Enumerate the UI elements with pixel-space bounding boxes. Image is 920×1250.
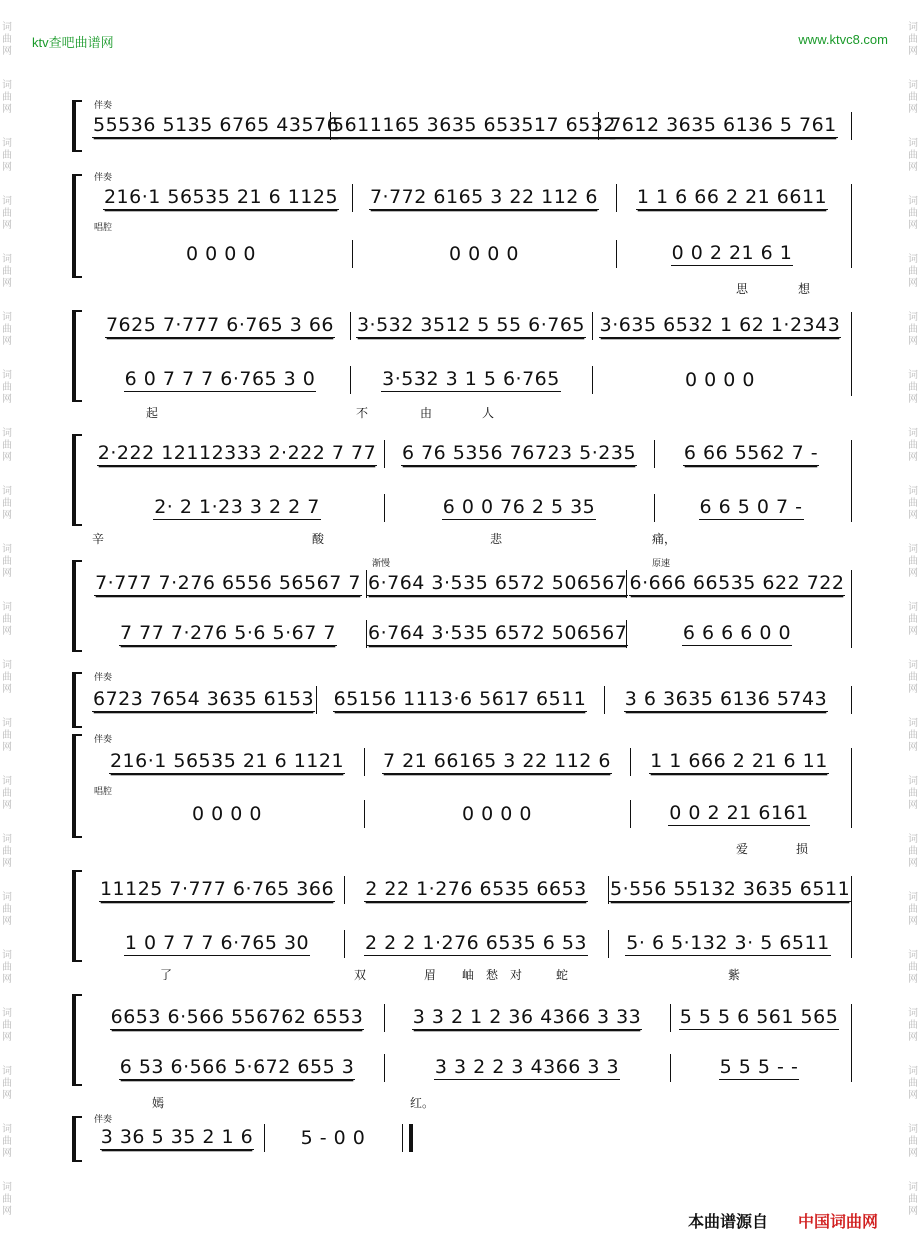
watermark-glyph: 网	[908, 916, 918, 927]
score-system-9	[72, 994, 852, 1086]
watermark-glyph: 词	[2, 138, 12, 149]
watermark-glyph: 网	[2, 974, 12, 985]
watermark-glyph: 网	[908, 162, 918, 173]
measure: 11125 7·777 6·765 366	[99, 878, 335, 900]
system-brace	[72, 310, 82, 402]
measure: 7 77 7·276 5·6 5·67 7	[120, 622, 336, 644]
watermark-glyph: 曲	[2, 266, 12, 277]
system-brace	[72, 100, 82, 152]
lyric-syllable: 对	[510, 968, 523, 982]
measure: 1 0 7 7 7 6·765 30	[124, 932, 310, 954]
lyric-syllable: 人	[482, 406, 495, 420]
lyrics-line	[92, 840, 852, 860]
watermark-glyph: 曲	[2, 1136, 12, 1147]
watermark-glyph: 网	[908, 278, 918, 289]
watermark-glyph: 词	[2, 660, 12, 671]
watermark-glyph: 网	[908, 1090, 918, 1101]
lyric-syllable: 蛇	[556, 968, 569, 982]
watermark-glyph: 曲	[908, 266, 918, 277]
measure: 3 36 5 35 2 1 6	[100, 1126, 254, 1148]
score-system-10	[72, 1116, 412, 1162]
watermark-glyph: 词	[908, 602, 918, 613]
watermark-glyph: 网	[2, 742, 12, 753]
watermark-glyph: 词	[2, 602, 12, 613]
measure: 0 0 2 21 6161	[630, 800, 847, 828]
score-system-6	[72, 672, 852, 728]
measure: 7·772 6165 3 22 112 6	[352, 184, 615, 212]
watermark-glyph: 曲	[2, 440, 12, 451]
measure: 6 76 5356 76723 5·235	[384, 440, 653, 468]
lyric-syllable: 想	[798, 282, 811, 296]
watermark-glyph: 词	[908, 22, 918, 33]
watermark-glyph: 曲	[908, 498, 918, 509]
watermark-glyph: 曲	[2, 1194, 12, 1205]
system-brace	[72, 672, 82, 728]
watermark-glyph: 词	[908, 1124, 918, 1135]
watermark-glyph: 词	[2, 196, 12, 207]
watermark-glyph: 网	[2, 46, 12, 57]
watermark-glyph: 词	[2, 718, 12, 729]
lyrics-line	[92, 966, 852, 986]
watermark-glyph: 网	[2, 626, 12, 637]
lyric-syllable: 起	[146, 406, 159, 420]
measure: 0 0 0 0	[592, 366, 847, 394]
score-system-4	[72, 434, 852, 526]
watermark-glyph: 曲	[908, 614, 918, 625]
lyric-syllable: 思	[736, 282, 749, 296]
measure: 3·635 6532 1 62 1·2343	[592, 312, 847, 340]
system-brace	[72, 734, 82, 838]
watermark-glyph: 网	[908, 104, 918, 115]
measure: 0 0 2 21 6 1	[616, 240, 847, 268]
watermark-glyph: 词	[2, 834, 12, 845]
score-system-2	[72, 174, 852, 278]
system-brace	[72, 434, 82, 526]
measure: 3 6 3635 6136 5743	[604, 686, 847, 714]
measure: 5611165 3635 653517 6532	[330, 112, 597, 140]
watermark-glyph: 词	[908, 1066, 918, 1077]
watermark-glyph: 网	[2, 510, 12, 521]
measure: 55536 5135 6765 43576	[93, 114, 340, 136]
lyric-syllable: 红。	[410, 1096, 435, 1110]
lyrics-line	[92, 530, 852, 550]
watermark-glyph: 曲	[908, 846, 918, 857]
watermark-glyph: 曲	[908, 1194, 918, 1205]
watermark-glyph: 曲	[2, 324, 12, 335]
accompaniment-staff	[92, 570, 846, 598]
watermark-glyph: 词	[908, 776, 918, 787]
vocal-staff	[92, 240, 846, 268]
watermark-glyph: 曲	[908, 904, 918, 915]
watermark-glyph: 词	[2, 1066, 12, 1077]
site-url-right: www.ktvc8.com	[798, 32, 888, 47]
lyrics-line	[92, 1094, 852, 1114]
final-barline	[402, 1124, 413, 1152]
watermark-glyph: 网	[908, 1032, 918, 1043]
accompaniment-staff	[92, 440, 846, 468]
watermark-glyph: 网	[2, 800, 12, 811]
watermark-glyph: 词	[2, 776, 12, 787]
score-system-5	[72, 560, 852, 652]
tempo-original-label: 原速	[652, 558, 671, 568]
measure: 5 - 0 0	[264, 1124, 401, 1152]
watermark-glyph: 曲	[2, 730, 12, 741]
watermark-glyph: 曲	[2, 382, 12, 393]
watermark-glyph: 曲	[908, 1136, 918, 1147]
measure: 5·556 55132 3635 6511	[608, 876, 847, 904]
lyric-syllable: 愁	[486, 968, 499, 982]
score-system-1	[72, 100, 852, 152]
vocal-staff	[92, 930, 846, 958]
watermark-glyph: 曲	[2, 962, 12, 973]
score-system-3	[72, 310, 852, 402]
watermark-glyph: 词	[908, 138, 918, 149]
accompaniment-staff	[92, 748, 846, 776]
watermark-glyph: 词	[908, 254, 918, 265]
watermark-glyph: 词	[908, 834, 918, 845]
lyric-syllable: 双	[354, 968, 367, 982]
system-brace	[72, 870, 82, 962]
accompaniment-staff	[92, 184, 846, 212]
measure: 1 1 666 2 21 6 11	[630, 748, 847, 776]
measure: 6·764 3·535 6572 506567	[366, 620, 625, 648]
watermark-glyph: 曲	[908, 1020, 918, 1031]
watermark-glyph: 词	[2, 1008, 12, 1019]
watermark-glyph: 曲	[908, 150, 918, 161]
watermark-glyph: 词	[908, 718, 918, 729]
watermark-glyph: 网	[908, 1206, 918, 1217]
watermark-glyph: 网	[908, 1148, 918, 1159]
measure: 6 53 6·566 5·672 655 3	[119, 1056, 355, 1078]
watermark-glyph: 网	[908, 626, 918, 637]
watermark-glyph: 网	[908, 800, 918, 811]
watermark-glyph: 曲	[908, 208, 918, 219]
watermark-glyph: 曲	[908, 382, 918, 393]
watermark-glyph: 词	[2, 80, 12, 91]
accompaniment-staff	[92, 686, 846, 714]
watermark-glyph: 词	[908, 1008, 918, 1019]
measure: 2· 2 1·23 3 2 2 7	[154, 496, 320, 518]
system-brace	[72, 174, 82, 278]
watermark-glyph: 词	[908, 660, 918, 671]
measure: 6 0 0 76 2 5 35	[384, 494, 653, 522]
lyric-syllable: 眉	[424, 968, 437, 982]
watermark-glyph: 网	[2, 568, 12, 579]
watermark-glyph: 网	[908, 452, 918, 463]
measure: 5 5 5 - -	[670, 1054, 847, 1082]
measure: 6 6 5 0 7 -	[654, 494, 847, 522]
measure: 3 3 2 1 2 36 4366 3 33	[384, 1004, 669, 1032]
watermark-glyph: 曲	[908, 672, 918, 683]
watermark-glyph: 词	[908, 196, 918, 207]
lyric-syllable: 损	[796, 842, 809, 856]
measure: 0 0 0 0	[364, 800, 629, 828]
measure: 6 6 6 6 0 0	[626, 620, 847, 648]
watermark-glyph: 词	[2, 254, 12, 265]
lyric-syllable: 不	[356, 406, 369, 420]
watermark-glyph: 网	[2, 162, 12, 173]
lyrics-line	[92, 404, 852, 424]
accompaniment-staff	[92, 876, 851, 904]
measure: 0 0 0 0	[192, 802, 262, 825]
watermark-glyph: 网	[908, 858, 918, 869]
watermark-glyph: 网	[908, 394, 918, 405]
vocal-staff	[92, 620, 846, 648]
measure: 6653 6·566 556762 6553	[110, 1006, 364, 1028]
site-name-left: ktv查吧曲谱网	[32, 35, 114, 50]
measure: 3 3 2 2 3 4366 3 3	[384, 1054, 669, 1082]
accompaniment-label: 伴奏	[94, 172, 113, 182]
measure: 5 5 5 6 561 565	[670, 1004, 847, 1032]
watermark-glyph: 词	[908, 428, 918, 439]
lyric-syllable: 由	[420, 406, 433, 420]
watermark-glyph: 曲	[2, 614, 12, 625]
lyric-syllable: 酸	[312, 532, 325, 546]
vocal-staff	[92, 494, 846, 522]
watermark-glyph: 曲	[908, 34, 918, 45]
score-system-8	[72, 870, 852, 962]
lyric-syllable: 紫	[728, 968, 741, 982]
right-watermark	[906, 0, 920, 1218]
watermark-glyph: 词	[908, 312, 918, 323]
measure: 5· 6 5·132 3· 5 6511	[608, 930, 847, 958]
watermark-glyph: 曲	[2, 208, 12, 219]
accompaniment-staff	[92, 1124, 412, 1152]
watermark-glyph: 曲	[2, 150, 12, 161]
watermark-glyph: 网	[2, 394, 12, 405]
watermark-glyph: 网	[2, 452, 12, 463]
system-brace	[72, 1116, 82, 1162]
watermark-glyph: 网	[908, 46, 918, 57]
lyric-syllable: 嫣	[152, 1096, 165, 1110]
measure: 65156 1113·6 5617 6511	[316, 686, 603, 714]
watermark-glyph: 词	[2, 370, 12, 381]
tempo-slower-label: 渐慢	[372, 558, 391, 568]
measure: 7625 7·777 6·765 3 66	[105, 314, 335, 336]
watermark-glyph: 曲	[2, 1078, 12, 1089]
watermark-glyph: 词	[2, 1182, 12, 1193]
watermark-glyph: 词	[908, 80, 918, 91]
accompaniment-staff	[92, 112, 846, 140]
watermark-glyph: 词	[2, 22, 12, 33]
lyric-syllable: 辛	[92, 532, 105, 546]
watermark-glyph: 曲	[2, 498, 12, 509]
vocal-staff	[92, 1054, 846, 1082]
watermark-glyph: 词	[2, 950, 12, 961]
vocal-staff	[92, 800, 846, 828]
footer-source-label: 本曲谱源自	[688, 1214, 769, 1231]
watermark-glyph: 网	[2, 220, 12, 231]
watermark-glyph: 网	[2, 684, 12, 695]
measure: 0 0 0 0	[352, 240, 615, 268]
watermark-glyph: 网	[908, 568, 918, 579]
vocal-staff	[92, 366, 846, 394]
watermark-glyph: 曲	[908, 730, 918, 741]
watermark-glyph: 网	[2, 916, 12, 927]
measure: 7·777 7·276 6556 56567 7	[95, 572, 361, 594]
measure: 216·1 56535 21 6 1121	[109, 750, 345, 772]
footer-source-site: 中国词曲网	[798, 1214, 879, 1231]
lyric-syllable: 痛，	[652, 532, 677, 546]
watermark-glyph: 网	[2, 1090, 12, 1101]
measure: 1 1 6 66 2 21 6611	[616, 184, 847, 212]
watermark-glyph: 网	[2, 336, 12, 347]
watermark-glyph: 词	[908, 370, 918, 381]
watermark-glyph: 曲	[2, 556, 12, 567]
lyric-syllable: 了	[160, 968, 173, 982]
measure: 6·764 3·535 6572 506567	[366, 570, 625, 598]
system-brace	[72, 994, 82, 1086]
lyric-syllable: 悲	[490, 532, 503, 546]
watermark-glyph: 曲	[908, 92, 918, 103]
vocal-label: 唱腔	[94, 222, 113, 232]
measure: 2 22 1·276 6535 6653	[344, 876, 607, 904]
lyrics-line	[92, 280, 852, 300]
watermark-glyph: 曲	[908, 440, 918, 451]
watermark-glyph: 网	[908, 974, 918, 985]
watermark-glyph: 网	[908, 220, 918, 231]
watermark-glyph: 网	[2, 1148, 12, 1159]
measure: 3·532 3 1 5 6·765	[350, 366, 591, 394]
watermark-glyph: 曲	[2, 92, 12, 103]
watermark-glyph: 曲	[908, 556, 918, 567]
measure: 2·222 12112333 2·222 7 77	[97, 442, 377, 464]
watermark-glyph: 网	[2, 1032, 12, 1043]
measure: 2 2 2 1·276 6535 6 53	[344, 930, 607, 958]
measure: 3·532 3512 5 55 6·765	[350, 312, 591, 340]
watermark-glyph: 曲	[908, 788, 918, 799]
watermark-glyph: 曲	[2, 846, 12, 857]
watermark-glyph: 词	[908, 1182, 918, 1193]
measure: 7612 3635 6136 5 761	[598, 112, 847, 140]
watermark-glyph: 词	[2, 1124, 12, 1135]
watermark-glyph: 网	[908, 336, 918, 347]
watermark-glyph: 词	[908, 950, 918, 961]
watermark-glyph: 曲	[2, 904, 12, 915]
watermark-glyph: 词	[2, 312, 12, 323]
watermark-glyph: 网	[908, 684, 918, 695]
measure: 7 21 66165 3 22 112 6	[364, 748, 629, 776]
measure: 6 0 7 7 7 6·765 3 0	[124, 368, 316, 390]
measure: 216·1 56535 21 6 1125	[103, 186, 339, 208]
accompaniment-label: 伴奏	[94, 672, 113, 682]
vocal-label: 唱腔	[94, 786, 113, 796]
lyric-syllable: 岫	[462, 968, 475, 982]
watermark-glyph: 网	[908, 742, 918, 753]
measure: 0 0 0 0	[186, 242, 256, 265]
accompaniment-label: 伴奏	[94, 100, 113, 110]
watermark-glyph: 曲	[908, 1078, 918, 1089]
lyric-syllable: 爱	[736, 842, 749, 856]
watermark-glyph: 曲	[2, 788, 12, 799]
watermark-glyph: 曲	[908, 962, 918, 973]
watermark-glyph: 词	[908, 892, 918, 903]
accompaniment-staff	[92, 1004, 846, 1032]
measure: 6 66 5562 7 -	[654, 440, 847, 468]
watermark-glyph: 曲	[2, 672, 12, 683]
watermark-glyph: 网	[2, 104, 12, 115]
watermark-glyph: 曲	[2, 1020, 12, 1031]
watermark-glyph: 网	[2, 858, 12, 869]
system-brace	[72, 560, 82, 652]
watermark-glyph: 曲	[2, 34, 12, 45]
watermark-glyph: 词	[2, 428, 12, 439]
watermark-glyph: 网	[2, 1206, 12, 1217]
watermark-glyph: 词	[908, 486, 918, 497]
watermark-glyph: 网	[908, 510, 918, 521]
accompaniment-staff	[92, 312, 846, 340]
accompaniment-label: 伴奏	[94, 1114, 113, 1124]
watermark-glyph: 词	[2, 892, 12, 903]
watermark-glyph: 词	[2, 544, 12, 555]
measure: 6723 7654 3635 6153	[93, 688, 315, 710]
left-watermark	[0, 0, 14, 1218]
measure: 6·666 66535 622 722	[626, 570, 847, 598]
accompaniment-label: 伴奏	[94, 734, 113, 744]
watermark-glyph: 曲	[908, 324, 918, 335]
watermark-glyph: 词	[908, 544, 918, 555]
watermark-glyph: 词	[2, 486, 12, 497]
score-system-7	[72, 734, 852, 838]
watermark-glyph: 网	[2, 278, 12, 289]
